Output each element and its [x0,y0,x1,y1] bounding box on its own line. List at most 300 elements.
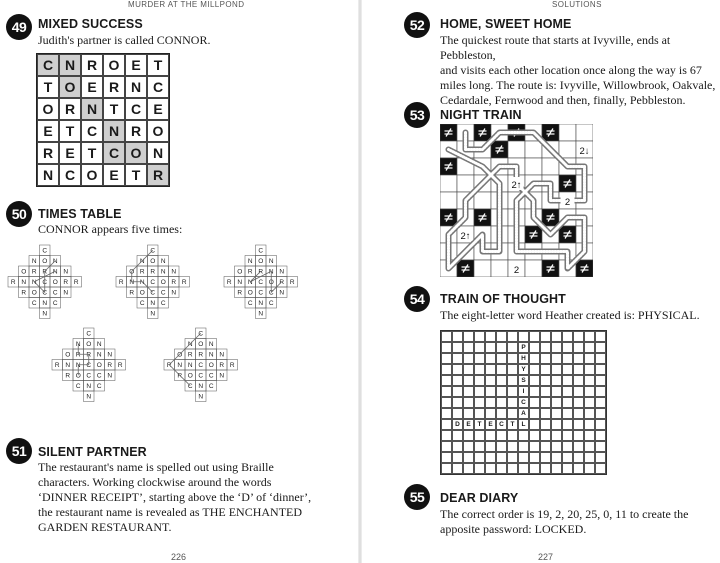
track-clue: 2↓ [579,145,590,157]
puzzle-title-53: NIGHT TRAIN [440,108,522,122]
puzzle-number-53: 53 [404,102,430,128]
puzzle-number-54: 54 [404,286,430,312]
grid-cell: O [125,142,147,164]
grid-cell: O [103,54,125,76]
word-grid-cell [551,397,562,408]
times-table-diamond [52,328,126,402]
diamond-letter: N [198,393,204,401]
diamond-letter: O [208,362,214,370]
word-grid-cell [573,364,584,375]
diamond-letter: R [289,279,295,287]
word-grid-cell: E [485,419,496,430]
diamond-letter: O [52,279,58,287]
word-grid-cell [573,397,584,408]
diamond-letter: C [187,383,193,391]
word-grid-54 [440,330,607,475]
word-grid-cell [595,331,606,342]
word-grid-cell [595,397,606,408]
word-grid-cell [485,331,496,342]
diamond-letter: N [258,300,264,308]
word-grid-cell [496,375,507,386]
diamond-letter: R [166,362,172,370]
text-line: characters. Working clockwise around the words [38,475,272,489]
word-grid-cell [452,408,463,419]
diamond-letter: C [268,289,274,297]
word-grid-cell [551,408,562,419]
word-grid-cell [441,452,452,463]
diamond-letter: N [268,268,274,276]
word-grid-cell: E [463,419,474,430]
word-grid-cell [540,441,551,452]
grid-cell: O [59,76,81,98]
word-grid-cell [584,386,595,397]
word-grid-cell [529,331,540,342]
grid-cell: R [81,54,103,76]
diamond-letter: R [198,351,204,359]
diamond-letter: C [198,330,204,338]
word-grid-cell [540,386,551,397]
grid-cell: C [103,142,125,164]
diamond-letter: N [139,279,145,287]
word-grid-cell [474,342,485,353]
grid-cell: O [147,120,169,142]
word-grid-cell [441,463,452,474]
word-grid-cell [540,430,551,441]
word-grid-cell: T [507,419,518,430]
word-grid-cell [474,397,485,408]
puzzle-answer-52 [440,33,720,108]
diamond-letter: N [107,372,113,380]
word-grid-cell [452,342,463,353]
word-grid-cell [496,353,507,364]
diamond-letter: R [63,279,69,287]
diamond-letter: O [160,279,166,287]
word-grid-cell [573,375,584,386]
diamond-letter: R [31,268,37,276]
word-grid-cell [529,419,540,430]
word-grid-cell [474,331,485,342]
grid-cell: C [81,120,103,142]
grid-cell: T [81,142,103,164]
right-page [360,0,720,563]
diamond-letter: O [42,258,48,266]
word-grid-cell [540,364,551,375]
grid-cell: E [125,54,147,76]
word-grid-cell [452,430,463,441]
word-grid-cell [507,452,518,463]
word-grid-cell [452,331,463,342]
word-grid-cell [463,430,474,441]
running-head-left: MURDER AT THE MILLPOND [128,0,245,9]
word-grid-cell [584,463,595,474]
track-cell [474,192,491,209]
diamond-letter: C [42,279,48,287]
track-cell [559,141,576,158]
word-grid-cell [463,463,474,474]
track-cell [457,175,474,192]
diamond-letter: N [21,279,27,287]
word-grid-cell [496,331,507,342]
word-grid-cell [573,452,584,463]
diamond-letter: N [63,268,69,276]
word-grid-cell: C [496,419,507,430]
word-grid-cell [485,353,496,364]
word-grid-cell [485,430,496,441]
word-grid-cell [507,463,518,474]
grid-cell: R [103,76,125,98]
word-grid-cell [463,364,474,375]
diamond-letter: C [198,372,204,380]
diamond-letter: C [268,300,274,308]
word-grid-cell [496,441,507,452]
diamond-letter: R [129,289,135,297]
grid-cell: N [125,76,147,98]
word-grid-cell [573,419,584,430]
word-grid-cell [584,397,595,408]
word-grid-cell [441,430,452,441]
times-table-diamond [224,245,298,319]
diamond-letter: N [268,258,274,266]
diamond-letter: N [279,289,285,297]
puzzle-answer-54: The eight-letter word Heather created is: PHYSICAL. [440,308,700,322]
word-grid-cell [518,452,529,463]
diamond-letter: C [150,289,156,297]
word-grid-cell [507,408,518,419]
running-head-right: SOLUTIONS [552,0,602,9]
diamond-letter: N [171,268,177,276]
word-grid-cell [595,408,606,419]
word-grid-cell [463,375,474,386]
word-grid-cell [562,397,573,408]
grid-cell: C [147,76,169,98]
word-grid-cell [595,364,606,375]
word-grid-cell [441,342,452,353]
word-grid-cell [529,397,540,408]
word-grid-cell [452,441,463,452]
grid-cell: E [59,142,81,164]
word-grid-cell [573,441,584,452]
word-grid-cell [507,331,518,342]
diamond-letter: N [75,341,81,349]
word-grid-cell [441,419,452,430]
diamond-letter: R [73,279,79,287]
word-grid-cell [507,342,518,353]
diamond-letter: R [54,362,60,370]
word-grid-cell [518,430,529,441]
diamond-letter: C [31,300,37,308]
word-grid-cell [595,441,606,452]
grid-cell: E [147,98,169,120]
word-grid-cell [496,397,507,408]
word-grid-cell [540,353,551,364]
diamond-letter: C [198,362,204,370]
word-grid-cell: S [518,375,529,386]
grid-cell: R [147,164,169,186]
times-table-diamond [8,245,82,319]
track-cell [440,175,457,192]
grid-cell: C [125,98,147,120]
diamond-letter: N [187,362,193,370]
diamond-letter: C [42,289,48,297]
diamond-letter: N [208,341,214,349]
diamond-letter: R [150,268,156,276]
puzzle-number-51: 51 [6,438,32,464]
diamond-letter: N [237,279,243,287]
word-grid-cell [595,375,606,386]
diamond-letter: O [177,351,183,359]
letter-grid-49 [36,53,170,187]
diamond-letter: N [160,268,166,276]
diamond-letter: N [96,341,102,349]
word-grid-cell [463,397,474,408]
diamond-letter: N [42,310,48,318]
word-grid-cell [540,452,551,463]
word-grid-cell [562,441,573,452]
diamond-letter: R [171,279,177,287]
night-train-grid [440,124,593,277]
word-grid-cell [562,364,573,375]
diamond-letter: R [117,362,123,370]
word-grid-cell [496,430,507,441]
diamond-letter: C [247,300,253,308]
grid-cell: O [81,164,103,186]
diamond-letter: C [42,247,48,255]
word-grid-cell [584,353,595,364]
word-grid-cell [540,463,551,474]
word-grid-cell [474,364,485,375]
diamond-letter: C [52,289,58,297]
word-grid-cell [452,386,463,397]
diamond-letter: O [129,268,135,276]
word-grid-cell [529,364,540,375]
grid-cell: T [103,98,125,120]
diamond-letter: N [31,279,37,287]
word-grid-cell: A [518,408,529,419]
grid-cell: N [81,98,103,120]
word-grid-cell: Y [518,364,529,375]
word-grid-cell [463,408,474,419]
text-line: The correct order is 19, 2, 20, 25, 0, 11 to create the [440,507,689,521]
word-grid-cell [441,331,452,342]
track-clue: 2↑ [460,230,471,242]
diamond-letter: O [268,279,274,287]
diamond-letter: R [75,351,81,359]
grid-cell: E [103,164,125,186]
word-grid-cell [518,463,529,474]
diamond-letter: N [96,351,102,359]
grid-cell: N [103,120,125,142]
grid-cell: T [59,120,81,142]
grid-cell: O [37,98,59,120]
word-grid-cell [595,463,606,474]
diamond-letter: N [247,279,253,287]
diamond-letter: O [139,289,145,297]
diamond-letter: C [160,289,166,297]
word-grid-cell [540,342,551,353]
word-grid-cell [562,353,573,364]
word-grid-cell [441,441,452,452]
puzzle-title-54: TRAIN OF THOUGHT [440,292,566,306]
word-grid-cell [551,386,562,397]
diamond-letter: N [171,289,177,297]
track-cell [559,124,576,141]
diamond-letter: R [177,372,183,380]
times-table-diamond [164,328,238,402]
word-grid-cell [496,452,507,463]
times-table-diagrams [0,240,360,420]
word-grid-cell [573,463,584,474]
word-grid-cell [562,375,573,386]
diamond-letter: N [208,351,214,359]
text-line: GARDEN RESTAURANT. [38,520,172,534]
word-grid-cell [452,452,463,463]
grid-cell: E [81,76,103,98]
word-grid-cell [507,397,518,408]
word-grid-cell [496,342,507,353]
word-grid-cell [529,375,540,386]
word-grid-cell [584,364,595,375]
word-grid-cell [551,375,562,386]
text-line: and visits each other location once along the way is 67 [440,63,702,77]
word-grid-cell [551,364,562,375]
diamond-letter: O [96,362,102,370]
diamond-letter: N [150,300,156,308]
word-grid-cell [595,430,606,441]
word-grid-cell [474,430,485,441]
diamond-letter: N [258,310,264,318]
word-grid-cell [518,331,529,342]
word-grid-cell: I [518,386,529,397]
word-grid-cell [551,463,562,474]
word-grid-cell: L [518,419,529,430]
puzzle-title-51: SILENT PARTNER [38,445,147,459]
text-line: the restaurant name is revealed as THE ENCHANTED [38,505,303,519]
diamond-letter: N [160,258,166,266]
puzzle-answer-51 [38,460,311,535]
word-grid-cell [441,364,452,375]
word-grid-cell [474,463,485,474]
puzzle-title-49: MIXED SUCCESS [38,17,143,31]
word-grid-cell [463,386,474,397]
word-grid-cell [573,342,584,353]
word-grid-cell [540,419,551,430]
word-grid-cell: D [452,419,463,430]
word-grid-cell [507,353,518,364]
track-clue: 2↑ [511,179,522,191]
diamond-letter: N [86,383,92,391]
diamond-letter: R [219,362,225,370]
diamond-letter: N [42,300,48,308]
word-grid-cell [485,441,496,452]
puzzle-number-49: 49 [6,14,32,40]
diamond-letter: O [198,341,204,349]
diamond-letter: N [107,351,113,359]
word-grid-cell [595,342,606,353]
grid-cell: R [59,98,81,120]
word-grid-cell [584,430,595,441]
grid-cell: R [125,120,147,142]
diamond-letter: C [139,300,145,308]
word-grid-cell [573,430,584,441]
word-grid-cell [463,331,474,342]
word-grid-cell [551,452,562,463]
diamond-letter: N [65,362,71,370]
text-line: apposite password: LOCKED. [440,522,587,536]
track-cell [542,158,559,175]
word-grid-cell [496,386,507,397]
word-grid-cell [562,386,573,397]
diamond-letter: O [31,289,37,297]
word-grid-cell [540,397,551,408]
diamond-letter: N [150,310,156,318]
grid-cell: N [59,54,81,76]
diamond-letter: N [129,279,135,287]
diamond-letter: N [247,258,253,266]
diamond-letter: C [150,279,156,287]
diamond-letter: O [21,268,27,276]
diamond-letter: O [237,268,243,276]
puzzle-answer-55 [440,507,688,537]
puzzle-number-50: 50 [6,201,32,227]
word-grid-cell [507,441,518,452]
diamond-letter: R [10,279,16,287]
word-grid-cell [529,342,540,353]
page-number-right: 227 [538,552,554,562]
word-grid-cell [496,463,507,474]
diamond-letter: C [86,330,92,338]
word-grid-cell [529,386,540,397]
word-grid-cell [452,375,463,386]
word-grid-cell [584,419,595,430]
grid-cell: C [37,54,59,76]
word-grid-cell [562,419,573,430]
diamond-letter: R [139,268,145,276]
puzzle-answer-50: CONNOR appears five times: [38,222,183,236]
diamond-letter: R [181,279,187,287]
word-grid-cell [474,441,485,452]
diamond-letter: N [52,258,58,266]
diamond-letter: N [75,362,81,370]
track-cell [576,124,593,141]
word-grid-cell [562,463,573,474]
word-grid-cell [529,430,540,441]
times-table-diamond [116,245,190,319]
diamond-letter: O [247,289,253,297]
diamond-letter: R [226,279,232,287]
text-line: The quickest route that starts at Ivyville, ends at Pebbleston, [440,33,671,62]
grid-cell: N [37,164,59,186]
text-line: Cedardale, Fernwood and then, finally, Pebbleston. [440,93,686,107]
word-grid-cell [507,430,518,441]
diamond-letter: R [187,351,193,359]
track-cell [508,141,525,158]
diamond-letter: O [258,258,264,266]
diamond-letter: R [65,372,71,380]
word-grid-cell [595,353,606,364]
diamond-letter: R [118,279,124,287]
puzzle-number-52: 52 [404,12,430,38]
word-grid-cell [573,353,584,364]
word-grid-cell [441,397,452,408]
word-grid-cell [584,342,595,353]
puzzle-title-52: HOME, SWEET HOME [440,17,572,31]
word-grid-cell [452,353,463,364]
word-grid-cell [474,386,485,397]
diamond-letter: R [279,279,285,287]
word-grid-cell [485,452,496,463]
word-grid-cell [463,452,474,463]
word-grid-cell [562,452,573,463]
